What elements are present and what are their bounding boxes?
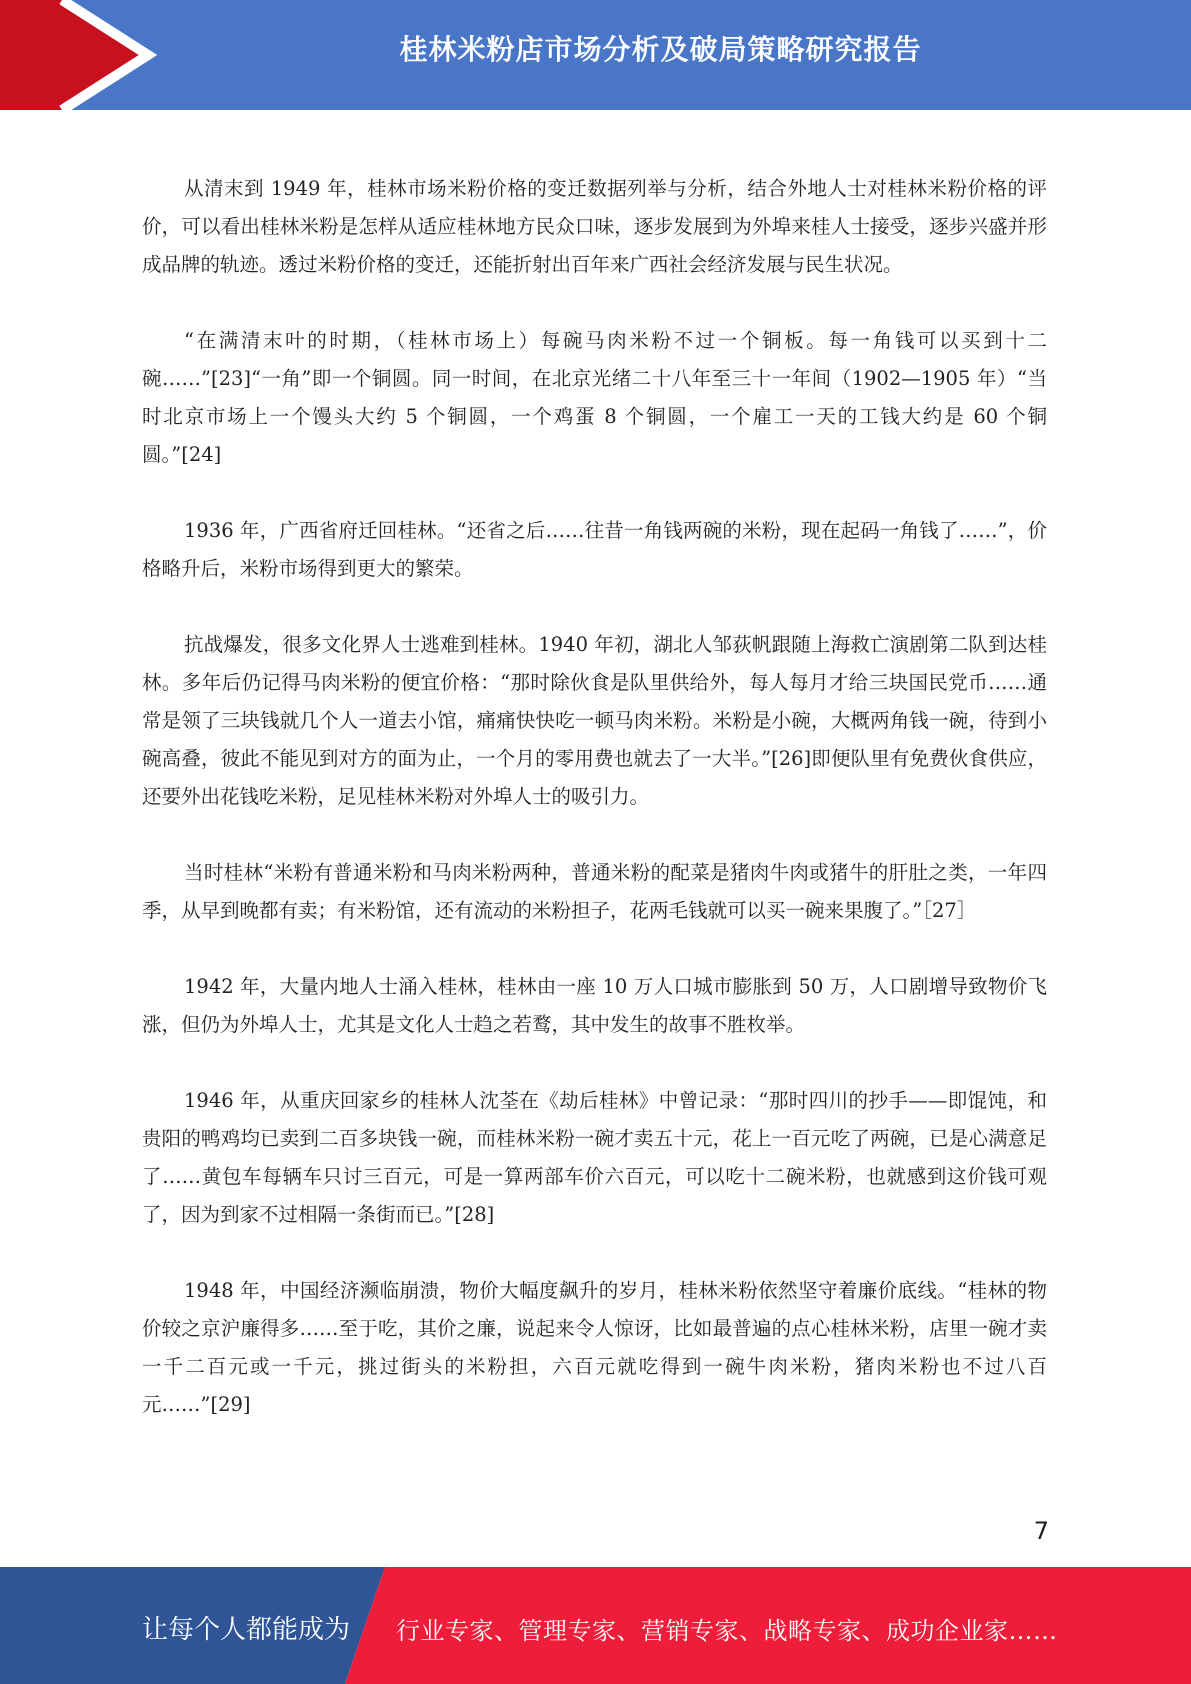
paragraph: 从清末到 1949 年，桂林市场米粉价格的变迁数据列举与分析，结合外地人士对桂林米粉价格的评价，可以看出桂林米粉是怎样从适应桂林地方民众口味，逐步发展到为外埠来桂人士接受，逐步兴盛并形成品牌的轨迹。透过米粉价格的变迁，还能折射出百年来广西社会经济发展与民生状况。 (142, 177, 1047, 276)
page-number: 7 (1033, 1517, 1049, 1545)
red-arrow-shape (0, 0, 148, 110)
footer-slogan-left: 让每个人都能成为 (142, 1615, 351, 1645)
paragraph: 1946 年，从重庆回家乡的桂林人沈荃在《劫后桂林》中曾记录：“那时四川的抄手——即馄饨，和贵阳的鸭鸡均已卖到二百多块钱一碗，而桂林米粉一碗才卖五十元，花上一百元吃了两碗，已是心满意足了……黄包车每辆车只讨三百元，可是一算两部车价六百元，可以吃十二碗米粉，也就感到这价钱可观了，因为到家不过相隔一条街而已。”[28] (142, 1089, 1047, 1226)
paragraph: 1936 年，广西省府迁回桂林。“还省之后……往昔一角钱两碗的米粉，现在起码一角钱了……”，价格略升后，米粉市场得到更大的繁荣。 (142, 519, 1047, 580)
page-header (0, 0, 1191, 110)
paragraph: 抗战爆发，很多文化界人士逃难到桂林。1940 年初，湖北人邹荻帆跟随上海救亡演剧第二队到达桂林。多年后仍记得马肉米粉的便宜价格：“那时除伙食是队里供给外，每人每月才给三块国民党币……通常是领了三块钱就几个人一道去小馆，痛痛快快吃一顿马肉米粉。米粉是小碗，大概两角钱一碗，待到小碗高叠，彼此不能见到对方的面为止，一个月的零用费也就去了一大半。”[26]即便队里有免费伙食供应，还要外出花钱吃米粉，足见桂林米粉对外埠人士的吸引力。 (142, 633, 1047, 808)
page-footer (0, 1567, 1191, 1684)
footer-slogan-right: 行业专家、管理专家、营销专家、战略专家、成功企业家…… (396, 1617, 1058, 1645)
paragraph: “在满清末叶的时期，（桂林市场上）每碗马肉米粉不过一个铜板。每一角钱可以买到十二碗……”[23]“一角”即一个铜圆。同一时间，在北京光绪二十八年至三十一年间（1902—1905 年）“当时北京市场上一个馒头大约 5 个铜圆，一个鸡蛋 8 个铜圆，一个雇工一天的工钱大约是 60 个铜圆。”[24] (142, 329, 1047, 466)
paragraph: 1948 年，中国经济濒临崩溃，物价大幅度飙升的岁月，桂林米粉依然坚守着廉价底线。“桂林的物价较之京沪廉得多……至于吃，其价之廉，说起来令人惊讶，比如最普遍的点心桂林米粉，店里一碗才卖一千二百元或一千元，挑过街头的米粉担，六百元就吃得到一碗牛肉米粉，猪肉米粉也不过八百元……”[29] (142, 1279, 1047, 1416)
document-title: 桂林米粉店市场分析及破局策略研究报告 (399, 33, 922, 66)
paragraph: 当时桂林“米粉有普通米粉和马肉米粉两种，普通米粉的配菜是猪肉牛肉或猪牛的肝肚之类，一年四季，从早到晚都有卖；有米粉馆，还有流动的米粉担子，花两毛钱就可以买一碗来果腹了。”［27］ (142, 861, 1047, 922)
body-content (142, 170, 1047, 1462)
paragraph: 1942 年，大量内地人士涌入桂林，桂林由一座 10 万人口城市膨胀到 50 万，人口剧增导致物价飞涨，但仍为外埠人士，尤其是文化人士趋之若鹜，其中发生的故事不胜枚举。 (142, 975, 1047, 1036)
